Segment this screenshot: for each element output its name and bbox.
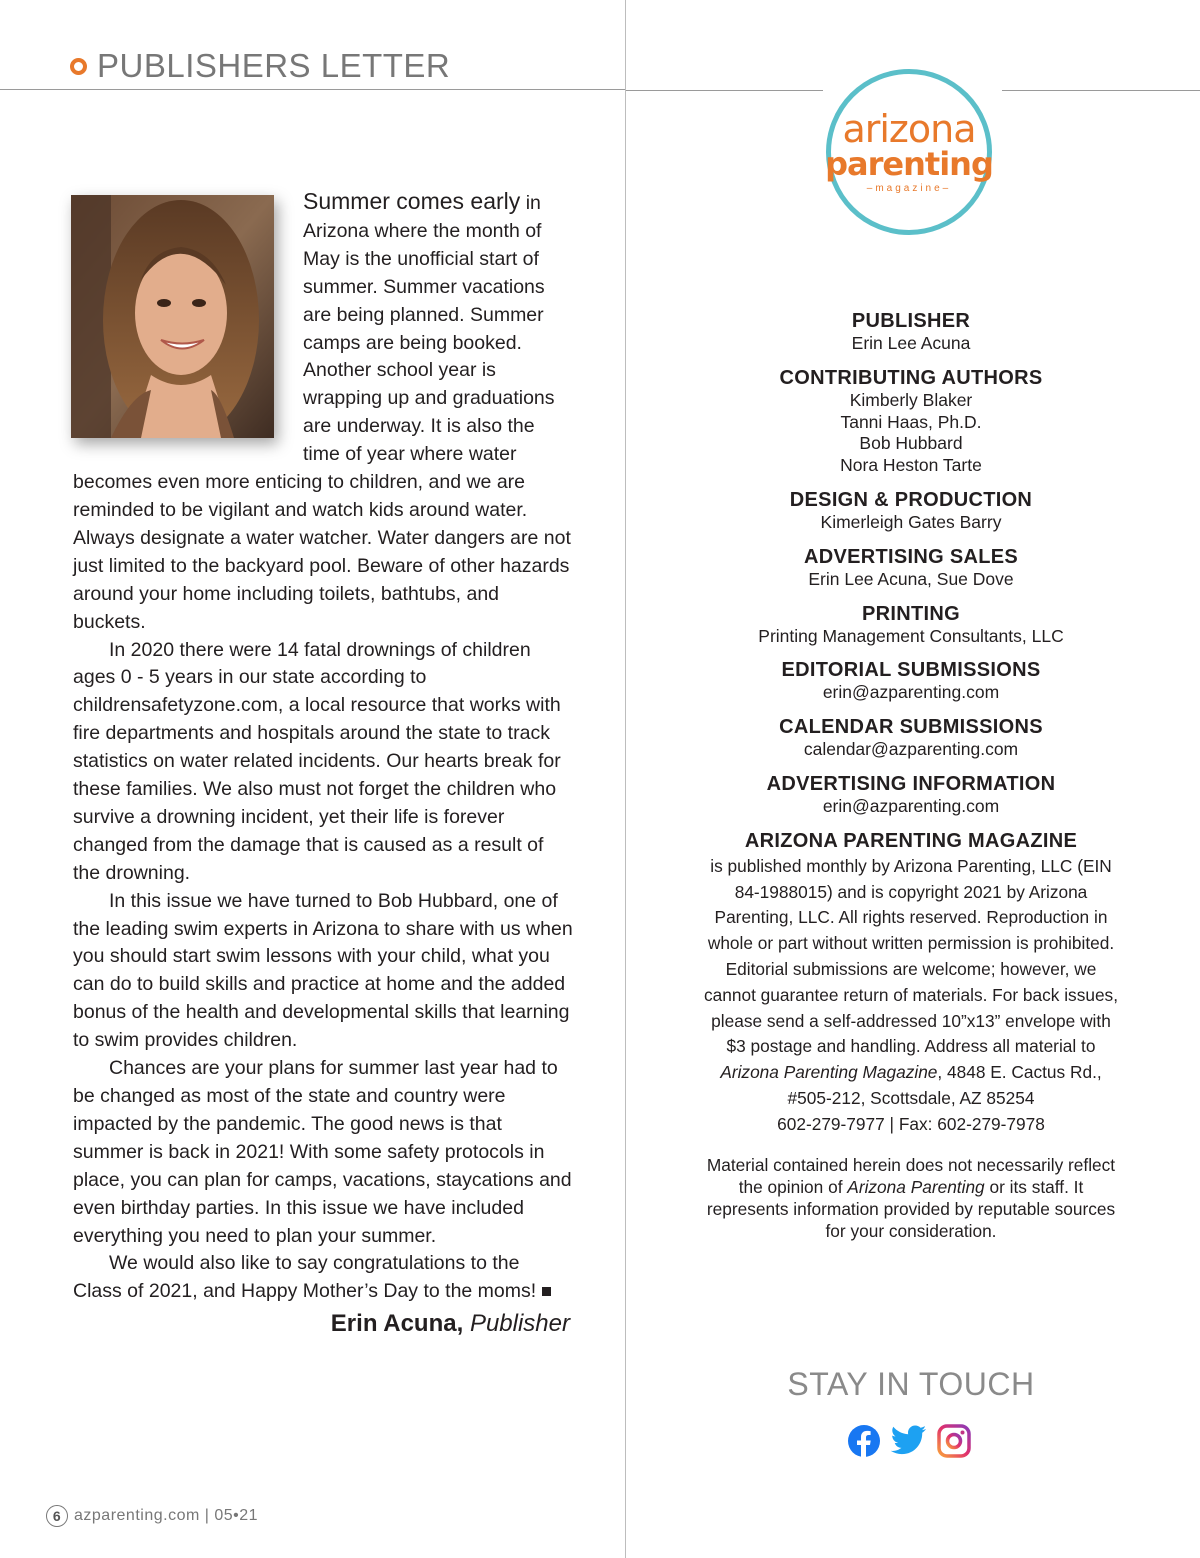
masthead-heading: EDITORIAL SUBMISSIONS bbox=[781, 659, 1041, 682]
arizona-parenting-logo bbox=[826, 69, 992, 235]
facebook-icon[interactable] bbox=[847, 1424, 881, 1458]
masthead-heading: CONTRIBUTING AUTHORS bbox=[779, 366, 1043, 389]
masthead-magazine bbox=[700, 830, 1122, 1243]
page-number: 6 bbox=[46, 1505, 68, 1527]
letter-paragraph: In this issue we have turned to Bob Hubbard, one of the leading swim experts in Arizona to share with us when you should start swim lessons with your child, what you can do to build skills and practice at home and the added bonus of the health and developmental skills that learning to swim provides children. bbox=[73, 889, 573, 1052]
twitter-icon[interactable] bbox=[891, 1425, 927, 1457]
footer-text: azparenting.com | 05•21 bbox=[74, 1507, 259, 1524]
logo-word-arizona: arizona bbox=[842, 106, 976, 151]
masthead-heading: DESIGN & PRODUCTION bbox=[789, 488, 1033, 511]
masthead-authors bbox=[700, 367, 1122, 477]
masthead-ad-sales bbox=[700, 546, 1122, 591]
phone-fax: 602-279-7977 | Fax: 602-279-7978 bbox=[777, 1113, 1045, 1134]
header-rule-right bbox=[1002, 90, 1200, 91]
section-title-text: PUBLISHERS LETTER bbox=[97, 47, 451, 84]
letter-paragraph-text: in Arizona where the month of May is the unofficial start of summer. Summer vacations are being planned. Summer camps are being booked. Another school year is wrapping up and graduations are underway. It is also the time of year where water becomes even more enticing to children, and we are reminded to be vigilant and watch kids around water. Always designate a water watcher. Water dangers are not just limited to the backyard pool. Beware of other hazards around your home including toilets, bathtubs, and buckets. bbox=[73, 192, 571, 633]
editorial-email: erin@azparenting.com bbox=[822, 682, 1000, 703]
signature-title: Publisher bbox=[469, 1310, 570, 1337]
letter-paragraph-final bbox=[73, 1250, 573, 1306]
masthead-value: Erin Lee Acuna, Sue Dove bbox=[808, 568, 1014, 589]
header-rule-right bbox=[626, 90, 823, 91]
masthead-heading: ADVERTISING INFORMATION bbox=[766, 772, 1056, 795]
masthead-calendar bbox=[700, 716, 1122, 761]
end-mark-icon bbox=[542, 1287, 551, 1296]
masthead-printing bbox=[700, 603, 1122, 648]
page-footer bbox=[46, 1505, 258, 1527]
masthead-ad-info bbox=[700, 773, 1122, 818]
letter-paragraph-text: We would also like to say congratulations to the Class of 2021, and Happy Mother’s Day to the moms! bbox=[73, 1252, 537, 1303]
masthead-heading: CALENDAR SUBMISSIONS bbox=[779, 716, 1043, 739]
masthead-disclaimer: Material contained herein does not necessarily reflect the opinion of Arizona Parenting or its staff. It represents information provided by reputable sources for your consideration. bbox=[706, 1154, 1116, 1242]
header-rule bbox=[0, 89, 625, 90]
masthead-heading: PRINTING bbox=[862, 602, 960, 625]
publisher-letter bbox=[73, 188, 573, 1306]
masthead-heading: PUBLISHER bbox=[851, 310, 971, 332]
masthead-publisher bbox=[700, 310, 1122, 355]
signature bbox=[331, 1310, 570, 1338]
author-name: Bob Hubbard bbox=[859, 433, 963, 454]
masthead-heading: ADVERTISING SALES bbox=[803, 545, 1019, 568]
author-name: Nora Heston Tarte bbox=[840, 455, 982, 476]
letter-paragraph: In 2020 there were 14 fatal drownings of children ages 0 - 5 years in our state according to childrensafetyzone.com, a local resource that works with fire departments and hospitals around the state to track statistics on water related incidents. Our hearts break for these families. We also must not forget the children who survive a drowning incident, yet their life is forever changed from the damage that is caused as a result of the drowning. bbox=[73, 638, 561, 884]
instagram-icon[interactable] bbox=[937, 1424, 971, 1458]
signature-name: Erin Acuna, bbox=[330, 1310, 464, 1337]
logo-word-parenting: parenting bbox=[825, 144, 993, 183]
author-name: Tanni Haas, Ph.D. bbox=[840, 411, 982, 432]
masthead-editorial bbox=[700, 659, 1122, 704]
calendar-email: calendar@azparenting.com bbox=[803, 739, 1019, 760]
advertising-email: erin@azparenting.com bbox=[822, 795, 1000, 816]
letter-paragraph: Chances are your plans for summer last year had to be changed as most of the state and country were impacted by the pandemic. The good news is that summer is back in 2021! With some safety protocols in place, you can plan for camps, vacations, staycations and even birthday parties. In this issue we have included everything you need to plan your summer. bbox=[73, 1057, 572, 1247]
photo-spacer bbox=[73, 188, 303, 468]
masthead-design bbox=[700, 489, 1122, 534]
social-links bbox=[847, 1424, 971, 1458]
column-divider bbox=[625, 0, 626, 1558]
logo-word-magazine: –magazine– bbox=[866, 182, 952, 194]
masthead bbox=[700, 310, 1122, 1243]
section-title bbox=[70, 46, 450, 86]
masthead-heading: ARIZONA PARENTING MAGAZINE bbox=[744, 829, 1078, 852]
masthead-value: Kimerleigh Gates Barry bbox=[820, 511, 1002, 532]
bullet-dot-icon bbox=[70, 58, 87, 75]
masthead-value: Printing Management Consultants, LLC bbox=[758, 625, 1064, 646]
letter-lead-in: Summer comes early bbox=[303, 188, 521, 214]
masthead-value: Erin Lee Acuna bbox=[851, 333, 971, 353]
author-name: Kimberly Blaker bbox=[849, 389, 973, 410]
masthead-legal-text: is published monthly by Arizona Parenting, LLC (EIN 84-1988015) and is copyright 2021 by Arizona Parenting, LLC. All rights reserved. Reproduction in whole or part without written permission is prohibited. Editorial submissions are welcome; however, we cannot guarantee return of materials. For back issues, please send a self-addressed 10”x13” envelope with $3 postage and handling. Address all material to Arizona Parenting Magazine, 4848 E. Cactus Rd., #505-212, Scottsdale, AZ 85254 602-279-7977 | Fax: 602-279-7978 bbox=[704, 855, 1118, 1134]
stay-in-touch-heading: STAY IN TOUCH bbox=[787, 1366, 1035, 1402]
